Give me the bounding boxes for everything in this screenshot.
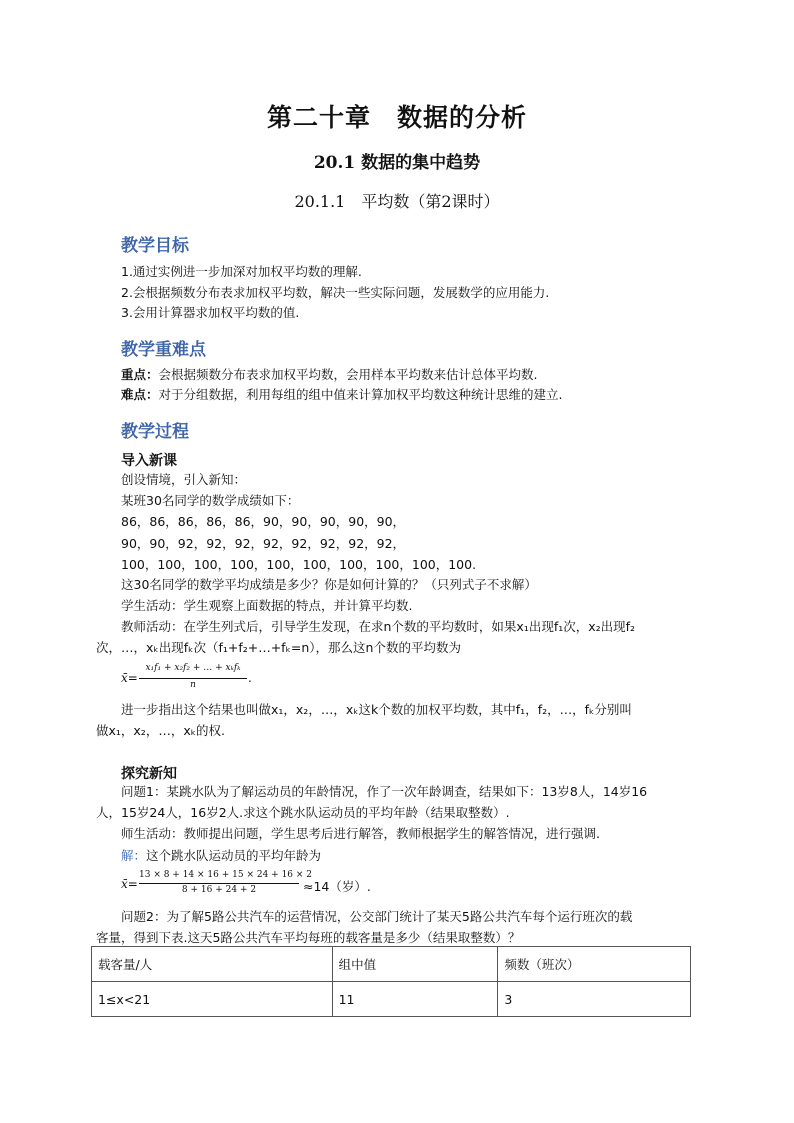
table-header-cell: 载客量/人	[92, 947, 333, 982]
intro-line: 创设情境，引入新知：	[121, 472, 247, 487]
f2-rhs: ≈14（岁）.	[303, 879, 371, 894]
difficulty-text: 对于分组数据，利用每组的组中值来计算加权平均数这种统计思维的建立.	[158, 387, 563, 402]
formula-end: .	[248, 671, 252, 685]
student-activity: 学生活动：学生观察上面数据的特点，并计算平均数.	[121, 598, 413, 613]
passenger-table	[91, 946, 691, 1017]
lesson-title: 20.1.1 平均数（第2课时）	[294, 192, 500, 211]
objective-item: 1.通过实例进一步加深对加权平均数的理解.	[121, 264, 362, 279]
f2-fraction	[139, 870, 313, 900]
formula-numerator: x₁f₁ + x₂f₂ + … + xₖfₖ	[145, 663, 241, 673]
intro-heading: 导入新课	[121, 453, 177, 469]
problem1-line-cont: 人，15岁24人，16岁2人.求这个跳水队运动员的平均年龄（结果取整数）.	[96, 805, 510, 820]
f2-denominator: 8 + 16 + 24 + 2	[181, 885, 257, 895]
f2-numerator: 13 × 8 + 14 × 16 + 15 × 24 + 16 × 2	[139, 870, 313, 880]
table-header-cell: 频数（班次）	[498, 947, 691, 982]
table-cell: 11	[332, 982, 498, 1017]
key-label: 重点：	[121, 367, 159, 382]
key-point-line	[121, 367, 538, 383]
scores-row: 90，90，92，92，92，92，92，92，92，92，	[121, 536, 406, 551]
process-heading: 教学过程	[121, 422, 189, 442]
weighted-mean-formula	[121, 663, 261, 697]
teacher-activity: 教师活动：在学生列式后，引导学生发现，在求n个数的平均数时，如果x₁出现f₁次，x₂出现f₂	[121, 619, 636, 634]
intro-line: 某班30名同学的数学成绩如下：	[121, 493, 300, 508]
explore-heading: 探究新知	[121, 766, 177, 782]
question-line: 这30名同学的数学平均成绩是多少？你是如何计算的？（只列式子不求解）	[121, 577, 537, 592]
further-explanation-cont: 做x₁，x₂，…，xₖ的权.	[96, 723, 226, 738]
solution-text: 这个跳水队运动员的平均年龄为	[146, 848, 322, 863]
section-title: 20.1 数据的集中趋势	[313, 153, 481, 173]
table-cell: 1≤x<21	[92, 982, 333, 1017]
problem2-line: 问题2：为了解5路公共汽车的运营情况，公交部门统计了某天5路公共汽车每个运行班次的载	[121, 909, 633, 924]
scores-row: 100，100，100，100，100，100，100，100，100，100.	[121, 557, 477, 572]
difficulty-line	[121, 387, 563, 403]
solution-line	[121, 848, 321, 864]
formula-denominator: n	[190, 680, 196, 690]
teacher-student-activity: 师生活动：教师提出问题，学生思考后进行解答，教师根据学生的解答情况，进行强调.	[121, 826, 600, 841]
teacher-activity-cont: 次，…，xₖ出现fₖ次（f₁+f₂+…+fₖ=n），那么这n个数的平均数为	[96, 640, 461, 655]
solution-label: 解：	[121, 848, 147, 863]
table-cell: 3	[498, 982, 691, 1017]
key-text: 会根据频数分布表求加权平均数，会用样本平均数来估计总体平均数.	[158, 367, 538, 382]
table-header-cell: 组中值	[332, 947, 498, 982]
problem1-line: 问题1：某跳水队为了解运动员的年龄情况，作了一次年龄调查，结果如下：13岁8人，14岁16	[121, 784, 648, 799]
table-header-row	[92, 947, 691, 982]
fraction-bar	[139, 883, 299, 884]
objectives-heading: 教学目标	[121, 236, 189, 256]
chapter-title: 第二十章 数据的分析	[266, 103, 527, 132]
table-row	[92, 982, 691, 1017]
fraction-bar	[139, 678, 247, 679]
f2-lhs: x̄=	[121, 877, 138, 891]
formula-lhs: x̄=	[121, 671, 138, 685]
formula-fraction	[139, 663, 247, 697]
scores-row: 86，86，86，86，86，90，90，90，90，90，	[121, 514, 406, 529]
key-points-heading: 教学重难点	[121, 340, 206, 360]
difficulty-label: 难点：	[121, 387, 159, 402]
further-explanation: 进一步指出这个结果也叫做x₁，x₂，…，xₖ这k个数的加权平均数，其中f₁，f₂，…，fₖ分别叫	[121, 702, 632, 717]
problem2-line-cont: 客量，得到下表.这天5路公共汽车平均每班的载客量是多少（结果取整数）？	[96, 930, 521, 945]
objective-item: 3.会用计算器求加权平均数的值.	[121, 305, 300, 320]
age-mean-formula	[121, 870, 381, 900]
objective-item: 2.会根据频数分布表求加权平均数，解决一些实际问题，发展数学的应用能力.	[121, 285, 550, 300]
